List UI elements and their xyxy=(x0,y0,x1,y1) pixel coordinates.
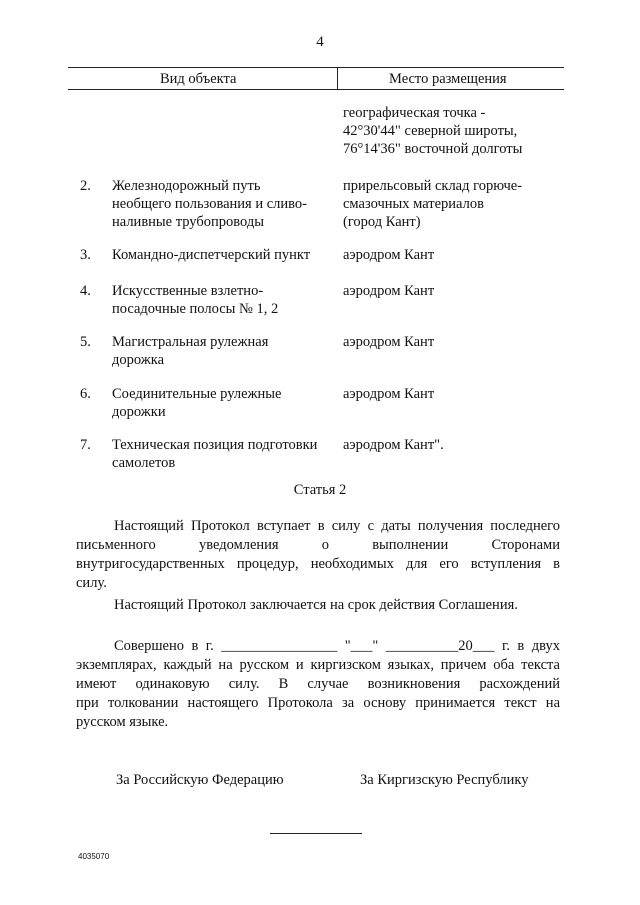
table-top-rule xyxy=(68,67,564,68)
row-object xyxy=(112,333,332,369)
location-line: географическая точка - xyxy=(343,105,486,121)
paragraph-duration xyxy=(76,596,560,615)
row-object xyxy=(112,246,332,264)
paragraph-line: русском языке. xyxy=(76,714,169,730)
row-object xyxy=(112,282,332,318)
object-line: Командно-диспетчерский пункт xyxy=(112,247,311,263)
row-number: 7. xyxy=(80,437,91,453)
row-object xyxy=(112,436,332,472)
signature-russian-federation: За Российскую Федерацию xyxy=(116,772,284,788)
paragraph-line: силу. xyxy=(76,575,107,591)
table-header-divider xyxy=(337,67,338,89)
paragraph-line: внутригосударственных процедур, необходимых для его вступления в xyxy=(76,556,560,572)
paragraph-entry-into-force xyxy=(76,517,560,593)
table-header-rule xyxy=(68,89,564,90)
object-line: Искусственные взлетно- xyxy=(112,283,264,299)
object-line: необщего пользования и сливо- xyxy=(112,196,307,212)
paragraph-line: письменного уведомления о выполнении Сторонами xyxy=(76,537,560,553)
separator-line xyxy=(270,833,362,834)
row-number: 3. xyxy=(80,247,91,263)
object-line: Техническая позиция подготовки xyxy=(112,437,318,453)
object-line: самолетов xyxy=(112,455,176,471)
row-object xyxy=(112,385,332,421)
object-line: Соединительные рулежные xyxy=(112,386,282,402)
location-line: смазочных материалов xyxy=(343,196,484,212)
location-line: аэродром Кант xyxy=(343,386,435,402)
row-location xyxy=(343,333,573,351)
location-line: аэродром Кант xyxy=(343,334,435,350)
object-line: дорожки xyxy=(112,404,166,420)
location-line: аэродром Кант xyxy=(343,283,435,299)
location-line: аэродром Кант xyxy=(343,247,435,263)
paragraph-done-at xyxy=(76,637,560,732)
paragraph-line: при толковании настоящего Протокола за основу принимается текст на xyxy=(76,695,560,711)
row-location xyxy=(343,282,573,300)
page-number: 4 xyxy=(316,34,324,50)
row-number: 2. xyxy=(80,178,91,194)
paragraph-line: имеют одинаковую силу. В случае возникновения расхождений xyxy=(76,676,560,692)
row-location xyxy=(343,177,573,231)
location-line: аэродром Кант". xyxy=(343,437,444,453)
object-line: посадочные полосы № 1, 2 xyxy=(112,301,279,317)
continuation-location xyxy=(343,104,573,158)
paragraph-line: экземплярах, каждый на русском и киргизском языках, причем оба текста xyxy=(76,657,560,673)
signature-kyrgyz-republic: За Киргизскую Республику xyxy=(360,772,529,788)
row-object xyxy=(112,177,332,231)
row-location xyxy=(343,246,573,264)
row-number: 6. xyxy=(80,386,91,402)
object-line: дорожка xyxy=(112,352,165,368)
row-location xyxy=(343,436,573,454)
row-number: 4. xyxy=(80,283,91,299)
footer-code: 4035070 xyxy=(78,852,110,861)
article-heading: Статья 2 xyxy=(293,482,347,498)
row-location xyxy=(343,385,573,403)
location-line: (город Кант) xyxy=(343,214,421,230)
paragraph-line: Настоящий Протокол вступает в силу с даты получения последнего xyxy=(114,518,560,534)
location-line: 42°30'44" северной широты, xyxy=(343,123,518,139)
header-location: Место размещения xyxy=(389,71,507,87)
row-number: 5. xyxy=(80,334,91,350)
location-line: прирельсовый склад горюче- xyxy=(343,178,523,194)
object-line: Магистральная рулежная xyxy=(112,334,269,350)
header-object-type: Вид объекта xyxy=(160,71,237,87)
paragraph-line: Совершено в г. ________________ "___" __________20___ г. в двух xyxy=(114,638,560,654)
paragraph-line: Настоящий Протокол заключается на срок действия Соглашения. xyxy=(114,597,518,613)
location-line: 76°14'36" восточной долготы xyxy=(343,141,523,157)
object-line: наливные трубопроводы xyxy=(112,214,264,230)
object-line: Железнодорожный путь xyxy=(112,178,261,194)
